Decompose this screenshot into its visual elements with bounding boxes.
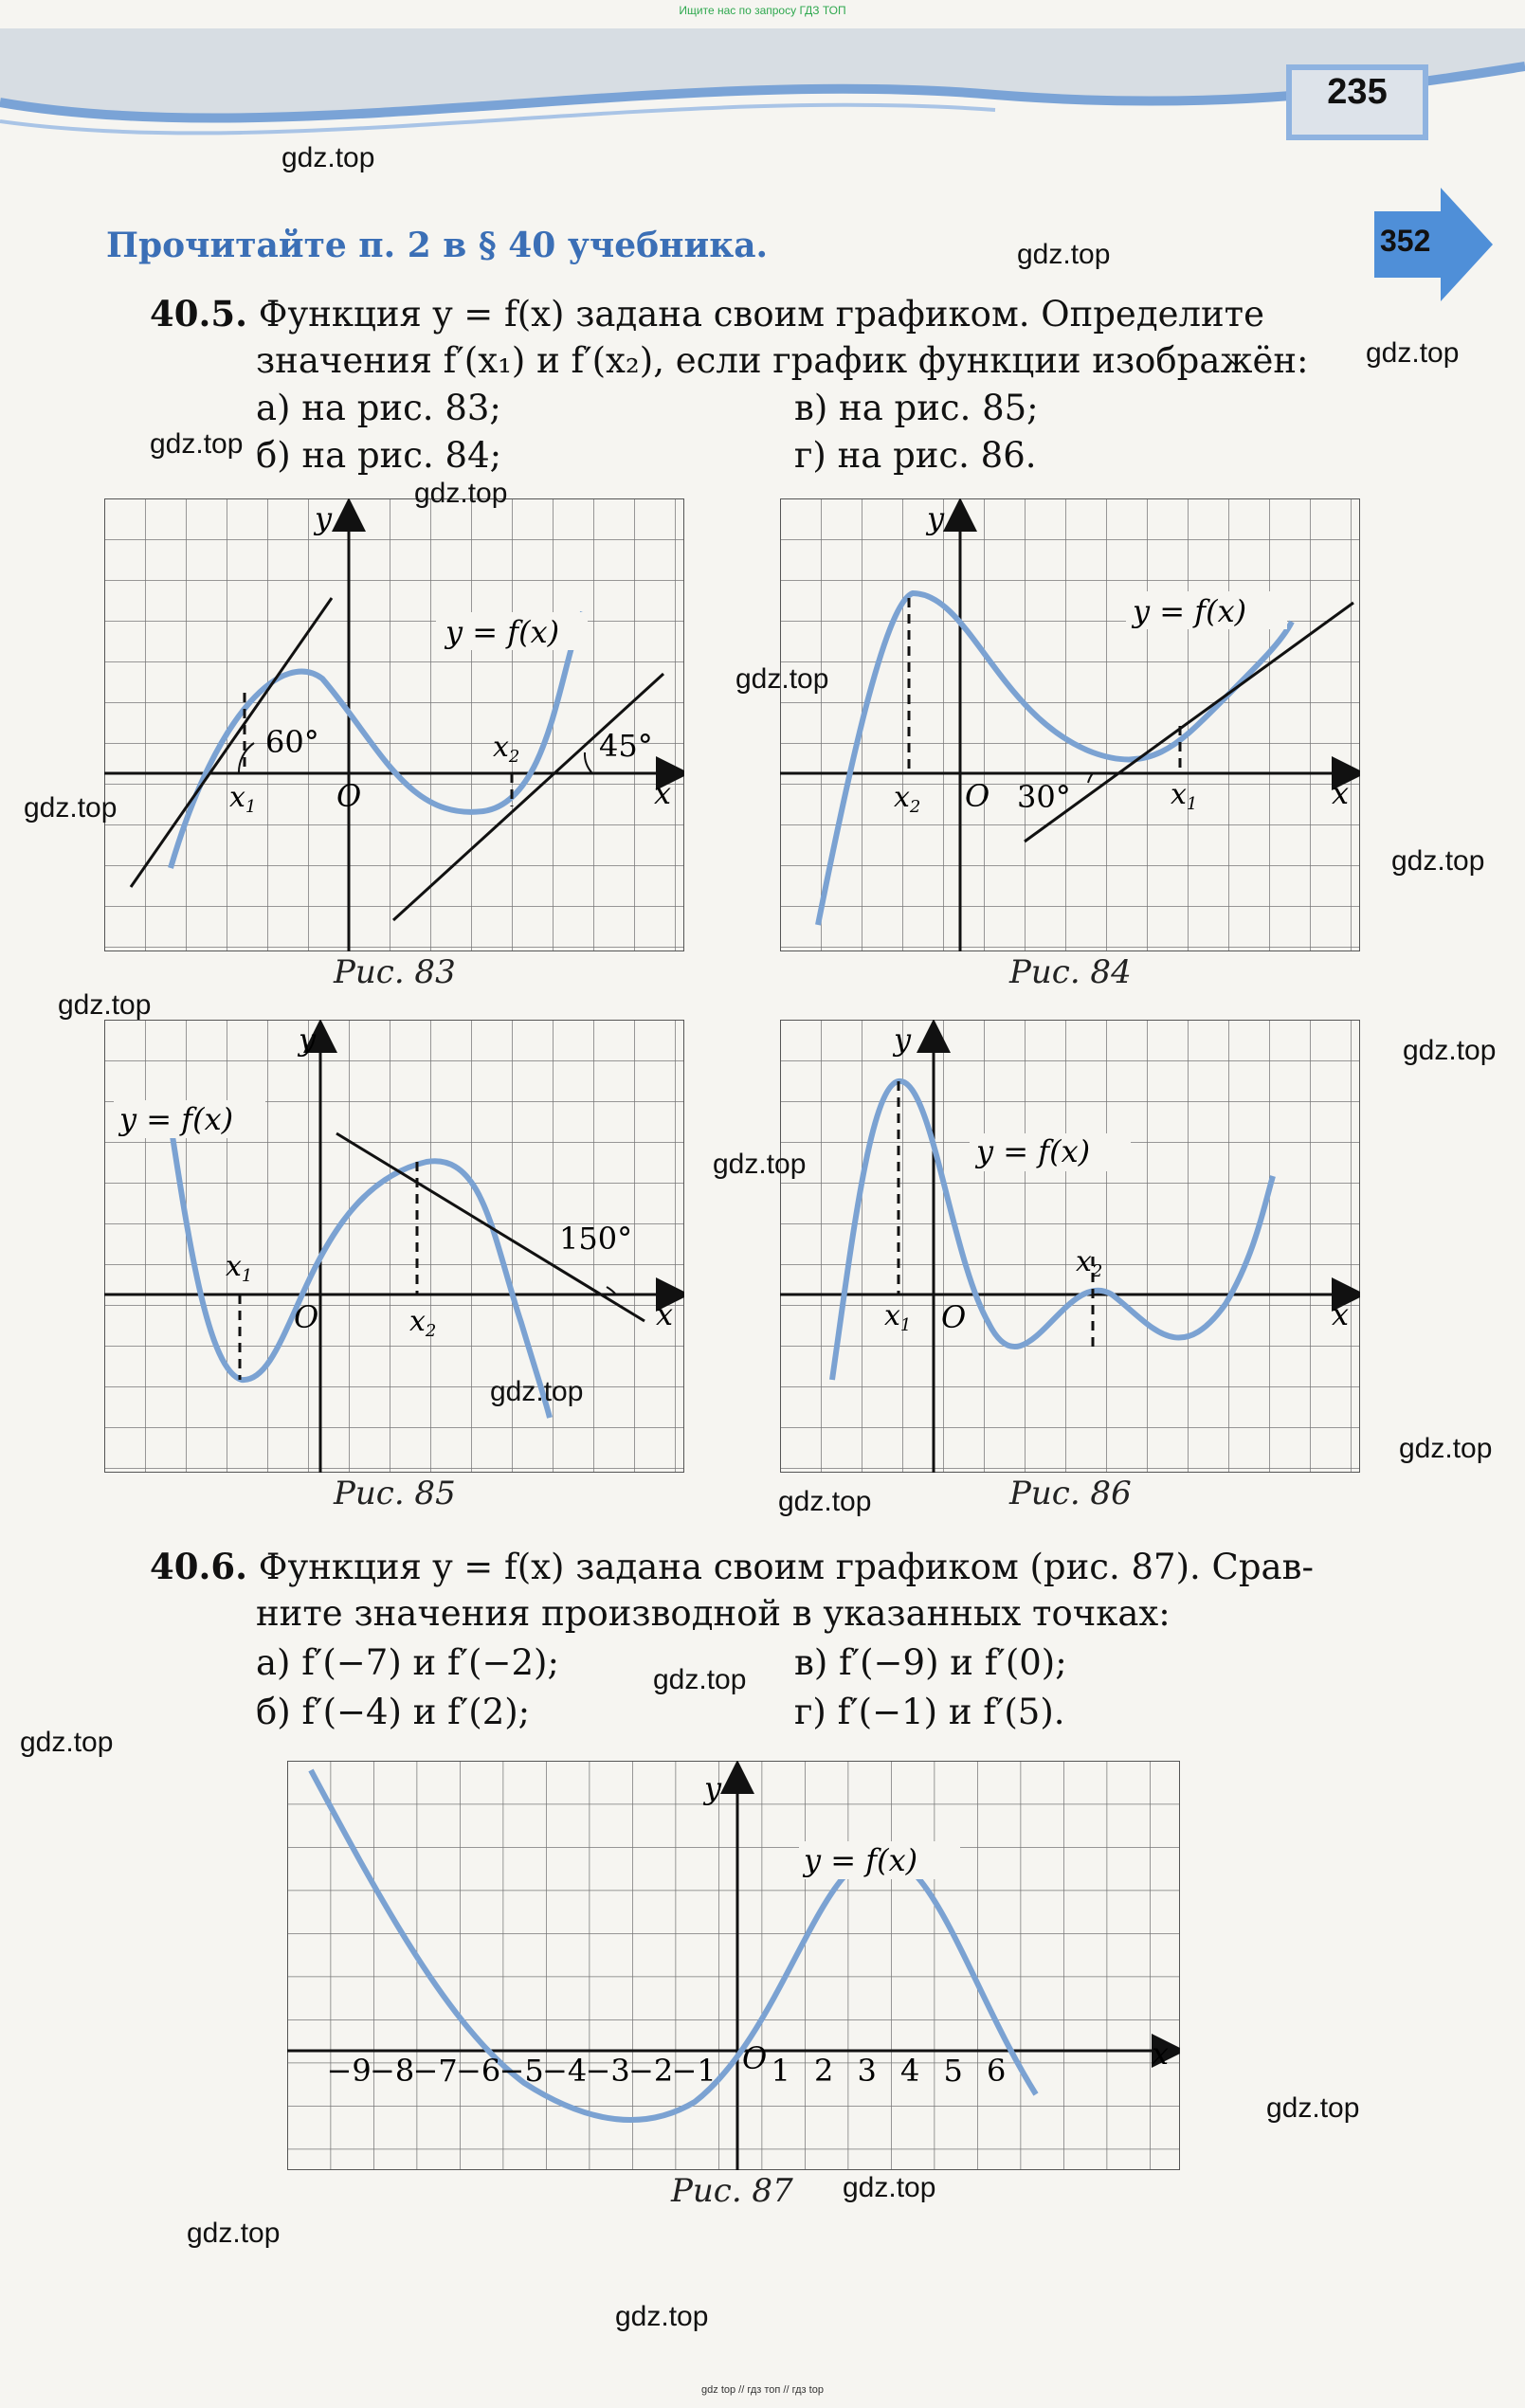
tick-label: −9 xyxy=(326,2053,372,2089)
fig83-angle2: 45° xyxy=(599,728,653,764)
watermark: gdz.top xyxy=(843,2172,936,2203)
fig85-x2: $x_2$ xyxy=(409,1305,437,1341)
fig83-angle1: 60° xyxy=(265,724,319,760)
watermark: gdz.top xyxy=(150,428,244,460)
top-note: Ищите нас по запросу ГДЗ ТОП xyxy=(679,4,846,17)
task-40-6-line1 xyxy=(150,1543,1314,1591)
tick-label: −8 xyxy=(370,2053,415,2089)
watermark: gdz.top xyxy=(1391,845,1485,877)
watermark: gdz.top xyxy=(24,792,118,824)
fig83-x: x xyxy=(654,775,672,811)
tick-label: 2 xyxy=(814,2053,834,2089)
watermark: gdz.top xyxy=(20,1727,114,1758)
figure-86 xyxy=(780,1020,1360,1473)
fig85-angle1: 150° xyxy=(559,1221,633,1257)
fig84-y: y xyxy=(927,500,945,536)
task-40-6-b: б) f′(−4) и f′(2); xyxy=(256,1692,531,1732)
watermark: gdz.top xyxy=(713,1149,807,1180)
tick-label: −1 xyxy=(671,2053,717,2089)
task-40-5-line1 xyxy=(150,290,1264,338)
fig84-o: O xyxy=(965,778,990,814)
page-number: 235 xyxy=(1327,72,1388,112)
watermark: gdz.top xyxy=(735,663,829,695)
tick-label: 5 xyxy=(943,2053,963,2089)
fig84-fn: y = f(x) xyxy=(1133,593,1247,629)
fig85-o: O xyxy=(294,1299,319,1335)
tick-label: −5 xyxy=(499,2053,544,2089)
fig86-x1: $x_1$ xyxy=(884,1299,912,1335)
fig86-o: O xyxy=(941,1299,967,1335)
fig87-caption: Рис. 87 xyxy=(671,2172,793,2210)
fig86-y: y xyxy=(894,1022,912,1058)
task-40-5-v: в) на рис. 85; xyxy=(794,388,1039,428)
task-40-5-line2: значения f′(x₁) и f′(x₂), если график функции изображён: xyxy=(256,340,1309,381)
task-number: 40.5. xyxy=(150,293,247,335)
fig85-caption: Рис. 85 xyxy=(334,1475,456,1512)
fig83-x2: $x_2$ xyxy=(493,731,520,767)
tick-label: −6 xyxy=(456,2053,501,2089)
watermark: gdz.top xyxy=(58,989,152,1021)
task-text: Функция y = f(x) задана своим графиком. Определите xyxy=(258,294,1265,335)
tick-label: −4 xyxy=(542,2053,588,2089)
watermark: gdz.top xyxy=(1017,239,1111,270)
task-text: Функция y = f(x) задана своим графиком (рис. 87). Срав- xyxy=(258,1547,1314,1587)
watermark: gdz.top xyxy=(1266,2092,1360,2124)
task-40-5-g: г) на рис. 86. xyxy=(794,435,1037,476)
fig84-angle1: 30° xyxy=(1017,779,1071,815)
task-40-5-b: б) на рис. 84; xyxy=(256,435,502,476)
instruction: Прочитайте п. 2 в § 40 учебника. xyxy=(106,226,769,265)
watermark: gdz.top xyxy=(653,1664,747,1695)
fig84-x1: $x_1$ xyxy=(1171,778,1198,814)
fig87-y: y xyxy=(704,1770,722,1806)
tick-label: 1 xyxy=(771,2053,790,2089)
fig84-caption: Рис. 84 xyxy=(1009,953,1132,991)
task-40-6-a: а) f′(−7) и f′(−2); xyxy=(256,1642,559,1683)
fig86-caption: Рис. 86 xyxy=(1009,1475,1132,1512)
watermark: gdz.top xyxy=(778,1486,872,1517)
task-40-6-v: в) f′(−9) и f′(0); xyxy=(794,1642,1067,1683)
bottom-note: gdz top // гдз топ // гдз top xyxy=(701,2384,824,2396)
fig83-y: y xyxy=(315,500,333,536)
watermark: gdz.top xyxy=(490,1376,584,1407)
figure-87 xyxy=(287,1761,1180,2170)
figure-83 xyxy=(104,498,684,951)
figure-85 xyxy=(104,1020,684,1473)
tick-label: 4 xyxy=(900,2053,920,2089)
fig85-y: y xyxy=(299,1022,317,1058)
figure-84 xyxy=(780,498,1360,951)
task-40-6-g: г) f′(−1) и f′(5). xyxy=(794,1692,1065,1732)
fig84-x2: $x_2$ xyxy=(894,781,921,817)
fig87-tick-labels-neg xyxy=(327,2053,717,2089)
fig86-fn: y = f(x) xyxy=(976,1133,1091,1169)
fig83-caption: Рис. 83 xyxy=(334,953,456,991)
watermark: gdz.top xyxy=(281,142,375,173)
fig86-x2: $x_2$ xyxy=(1076,1245,1103,1281)
tick-label: −7 xyxy=(412,2053,458,2089)
watermark: gdz.top xyxy=(414,478,508,509)
ref-number: 352 xyxy=(1380,224,1431,258)
task-40-5-a: а) на рис. 83; xyxy=(256,388,501,428)
fig87-x: x xyxy=(1152,2036,1170,2072)
tick-label: −2 xyxy=(628,2053,674,2089)
fig86-x: x xyxy=(1332,1296,1350,1332)
task-40-6-line2: ните значения производной в указанных точках: xyxy=(256,1593,1171,1634)
fig85-x: x xyxy=(656,1296,674,1332)
watermark: gdz.top xyxy=(1399,1433,1493,1464)
fig85-fn: y = f(x) xyxy=(119,1101,234,1137)
fig85-x1: $x_1$ xyxy=(226,1250,253,1286)
watermark: gdz.top xyxy=(187,2218,281,2249)
watermark: gdz.top xyxy=(1366,337,1460,369)
fig83-o: O xyxy=(336,778,362,814)
tick-label: −3 xyxy=(585,2053,630,2089)
fig83-x1: $x_1$ xyxy=(229,781,257,817)
tick-label: 6 xyxy=(987,2053,1007,2089)
fig83-fn: y = f(x) xyxy=(445,614,560,650)
fig87-o: O xyxy=(742,2040,768,2076)
fig84-x: x xyxy=(1332,775,1350,811)
fig87-fn: y = f(x) xyxy=(804,1842,918,1878)
tick-label: 3 xyxy=(857,2053,877,2089)
watermark: gdz.top xyxy=(1403,1035,1497,1066)
task-number: 40.6. xyxy=(150,1546,247,1587)
watermark: gdz.top xyxy=(615,2301,709,2332)
